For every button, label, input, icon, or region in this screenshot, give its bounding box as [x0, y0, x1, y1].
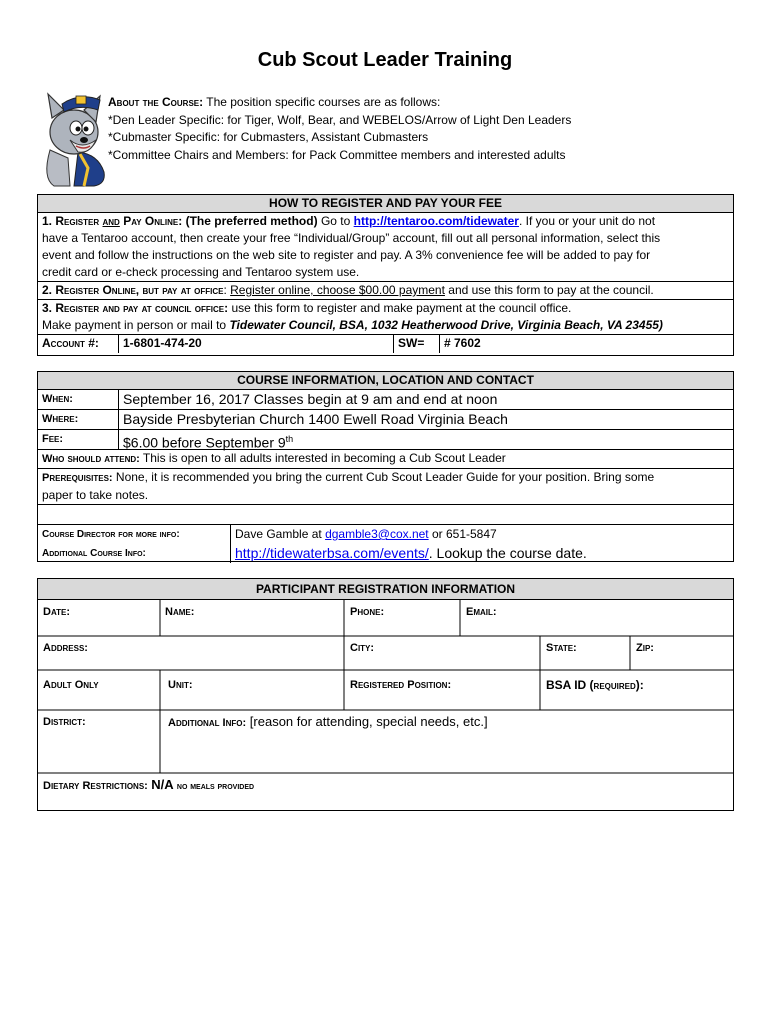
about-item: *Den Leader Specific: for Tiger, Wolf, Bear, and WEBELOS/Arrow of Light Den Leaders	[108, 112, 572, 127]
email-field[interactable]: Email:	[466, 606, 497, 618]
position-field[interactable]: Registered Position:	[350, 679, 452, 691]
director-email-link[interactable]: dgamble3@cox.net	[325, 527, 429, 541]
account-label: Account #:	[42, 336, 99, 350]
director-value: Dave Gamble at dgamble3@cox.net or 651-5847	[230, 525, 733, 544]
course-section	[37, 371, 734, 562]
register-option-3-address: Make payment in person or mail to Tidewater Council, BSA, 1032 Heatherwood Drive, Virginia Beach, VA 23455)	[42, 318, 663, 332]
course-header: COURSE INFORMATION, LOCATION AND CONTACT	[38, 372, 733, 390]
sw-label: SW=	[393, 335, 439, 353]
addl-info-row: Additional Course Info: http://tidewaterbsa.com/events/. Lookup the course date.	[38, 544, 733, 563]
adult-only-label: Adult Only	[43, 679, 99, 691]
state-field[interactable]: State:	[546, 642, 577, 654]
events-link[interactable]: http://tidewaterbsa.com/events/	[235, 545, 429, 561]
register-option-1-text: have a Tentaroo account, then create your free “Individual/Group” account, fill out all personal information, select this	[42, 231, 661, 245]
fee-row: Fee: $6.00 before September 9th	[38, 429, 733, 449]
account-value: 1-6801-474-20	[118, 335, 393, 353]
page-title: Cub Scout Leader Training	[257, 49, 513, 71]
about-item: *Cubmaster Specific: for Cubmasters, Assistant Cubmasters	[108, 130, 429, 144]
prereq-row: Prerequisites: None, it is recommended you bring the current Cub Scout Leader Guide for your position. Bring some	[38, 468, 733, 487]
where-row: Where: Bayside Presbyterian Church 1400 Ewell Road Virginia Beach	[38, 409, 733, 429]
about-label: About the Course:	[108, 95, 204, 109]
register-option-2: 2. Register Online, but pay at office: Register online, choose $00.00 payment and use this form to pay at the council.	[38, 281, 733, 299]
addl-info-value: http://tidewaterbsa.com/events/. Lookup the course date.	[230, 544, 733, 563]
participant-header: PARTICIPANT REGISTRATION INFORMATION	[38, 579, 733, 600]
date-field[interactable]: Date:	[43, 606, 71, 618]
name-field[interactable]: Name:	[165, 606, 195, 618]
phone-field[interactable]: Phone:	[350, 606, 385, 618]
director-row: Course Director for more info: Dave Gamble at dgamble3@cox.net or 651-5847	[38, 524, 733, 544]
tentaroo-link[interactable]: http://tentaroo.com/tidewater	[353, 214, 519, 228]
about-intro: The position specific courses are as follows:	[206, 95, 441, 109]
register-header: HOW TO REGISTER AND PAY YOUR FEE	[38, 195, 733, 213]
register-option-3: 3. Register and pay at council office: use this form to register and make payment at the council office.	[38, 299, 733, 317]
about-course	[108, 94, 571, 164]
account-row	[38, 334, 733, 353]
register-option-1-text: credit card or e-check processing and Tentaroo system use.	[42, 265, 360, 279]
city-field[interactable]: City:	[350, 642, 375, 654]
prereq-row-2: paper to take notes.	[42, 488, 149, 502]
zip-field[interactable]: Zip:	[636, 642, 654, 654]
where-value: Bayside Presbyterian Church 1400 Ewell Road Virginia Beach	[118, 410, 733, 429]
cub-scout-wolf-mascot-icon	[40, 88, 114, 188]
dietary-field[interactable]: Dietary Restrictions: N/A no meals provided	[43, 777, 255, 792]
district-field[interactable]: District:	[43, 716, 86, 728]
register-option-1-text: event and follow the instructions on the web site to register and pay. A 3% convenience fee will be added to pay for	[42, 248, 651, 262]
blank-row	[38, 504, 733, 524]
sw-value: # 7602	[439, 335, 733, 353]
when-row: When: September 16, 2017 Classes begin at 9 am and end at noon	[38, 390, 733, 409]
additional-info-field[interactable]: Additional Info: [reason for attending, special needs, etc.]	[168, 714, 488, 729]
who-row: Who should attend: This is open to all adults interested in becoming a Cub Scout Leader	[38, 449, 733, 468]
fee-value: $6.00 before September 9th	[118, 430, 733, 449]
unit-field[interactable]: Unit:	[168, 679, 193, 691]
address-field[interactable]: Address:	[43, 642, 88, 654]
when-value: September 16, 2017 Classes begin at 9 am and end at noon	[118, 390, 733, 409]
register-option-1: 1. Register and Pay Online: (The preferred method) Go to http://tentaroo.com/tidewater. If you or your unit do not	[42, 214, 656, 228]
about-item: *Committee Chairs and Members: for Pack Committee members and interested adults	[108, 147, 566, 162]
bsa-id-field[interactable]: BSA ID (required):	[546, 678, 644, 692]
register-section	[37, 194, 734, 356]
